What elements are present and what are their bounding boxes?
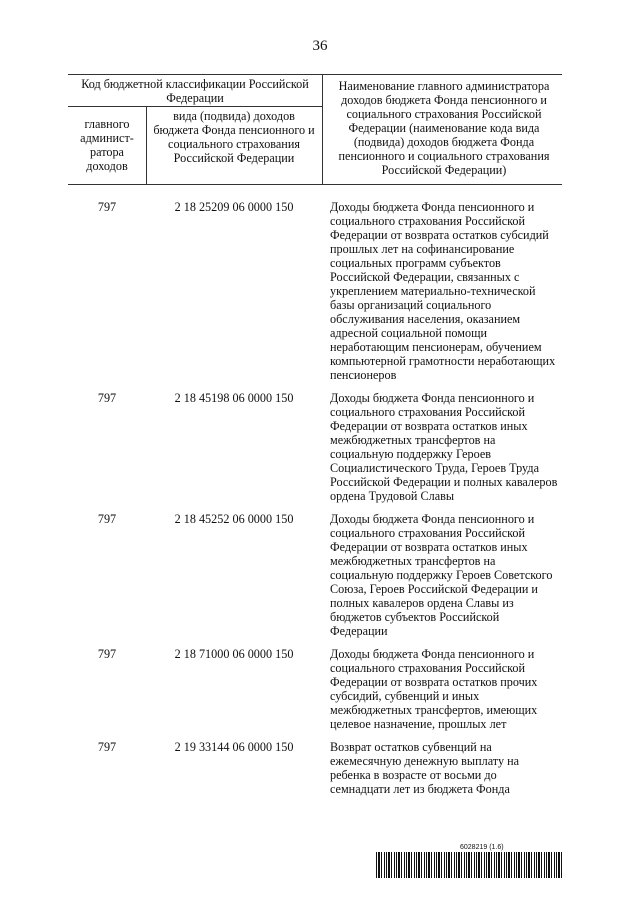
income-name: Доходы бюджета Фонда пенсионного и социального страхования Российской Федерации от возврата остатков прочих субсидий, субвенций и иных межбюджетных трансфертов, имеющих целевое назначение, прошлых лет bbox=[330, 647, 538, 731]
income-name: Доходы бюджета Фонда пенсионного и социального страхования Российской Федерации от возврата остатков субсидий прошлых лет на софинансирование социальных программ субъектов Российской Федерации, связанных с укреплением материально-технической базы организаций социального обслуживания населения, оказанием адресной социальной помощи неработающим пенсионерам, обучением компьютерной грамотности неработающих пенсионеров bbox=[330, 200, 556, 382]
table-row bbox=[68, 391, 562, 503]
admin-code: 797 bbox=[97, 512, 117, 526]
admin-code: 797 bbox=[97, 647, 117, 661]
admin-code: 797 bbox=[97, 391, 117, 405]
table-body bbox=[68, 200, 562, 805]
page-number: 36 bbox=[312, 38, 328, 54]
header-admin-column: главного админист-ратора доходов bbox=[80, 117, 134, 173]
income-name: Доходы бюджета Фонда пенсионного и социального страхования Российской Федерации от возврата остатков иных межбюджетных трансфертов на социальную поддержку Героев Советского Союза, Героев Российской Федерации и полных кавалеров ордена Славы из бюджетов субъектов Российской Федерации bbox=[330, 512, 553, 638]
barcode-icon bbox=[376, 852, 564, 878]
table-row bbox=[68, 740, 562, 796]
income-code: 2 18 45198 06 0000 150 bbox=[174, 391, 294, 405]
income-name: Возврат остатков субвенций на ежемесячную денежную выплату на ребенка в возрасте от восьми до семнадцати лет из бюджета Фонда bbox=[330, 740, 520, 796]
income-code: 2 18 71000 06 0000 150 bbox=[174, 647, 294, 661]
income-code: 2 19 33144 06 0000 150 bbox=[174, 740, 294, 754]
document-code: 6028219 (1.6) bbox=[460, 844, 504, 851]
table-row bbox=[68, 647, 562, 731]
admin-code: 797 bbox=[97, 740, 117, 754]
income-name: Доходы бюджета Фонда пенсионного и социального страхования Российской Федерации от возврата остатков иных межбюджетных трансфертов на социальную поддержку Героев Социалистического Труда, Героев Труда Российской Федерации и полных кавалеров ордена Трудовой Славы bbox=[330, 391, 558, 503]
header-kind-column: вида (подвида) доходов бюджета Фонда пенсионного и социального страхования Российской Федерации bbox=[153, 109, 315, 165]
table-header bbox=[68, 74, 562, 185]
header-name-column: Наименование главного администратора доходов бюджета Фонда пенсионного и социального страхования Российской Федерации (наименование кода вида (подвида) доходов бюджета Фонда пенсионного и социального страхования Российской Федерации) bbox=[338, 79, 550, 177]
header-code-group: Код бюджетной классификации Российской Федерации bbox=[81, 77, 309, 105]
header-divider-sub bbox=[68, 106, 322, 107]
income-code: 2 18 25209 06 0000 150 bbox=[174, 200, 294, 214]
admin-code: 797 bbox=[97, 200, 117, 214]
table-row bbox=[68, 512, 562, 638]
table-row bbox=[68, 200, 562, 382]
header-divider-main bbox=[322, 75, 323, 184]
income-code: 2 18 45252 06 0000 150 bbox=[174, 512, 294, 526]
header-divider-codes bbox=[146, 106, 147, 184]
